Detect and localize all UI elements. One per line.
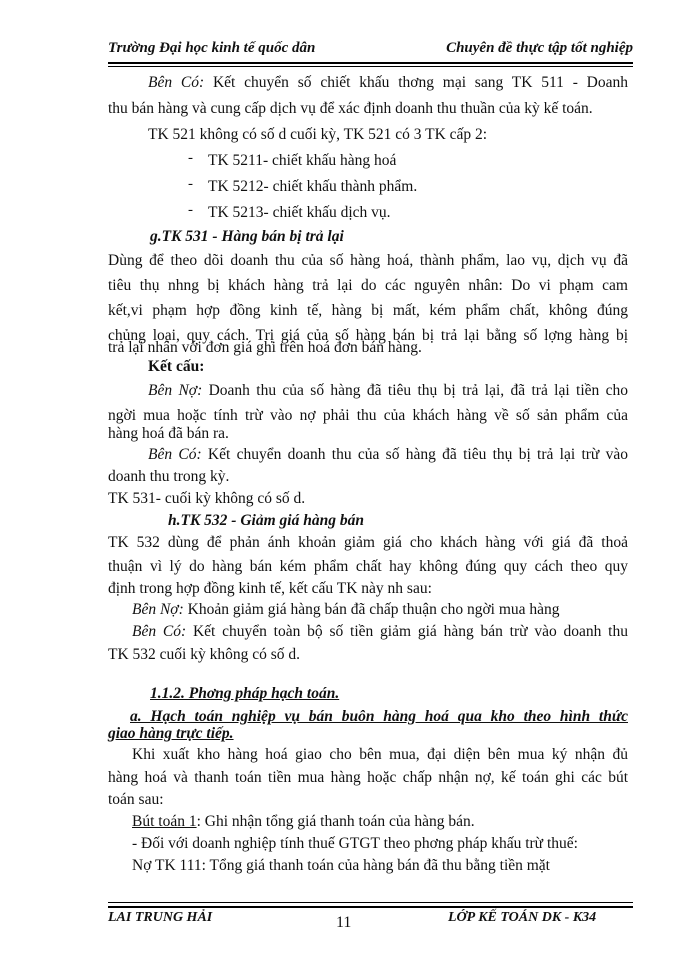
footer-rule xyxy=(108,906,633,908)
para-tk532: TK 532 dùng để phản ánh khoản giảm giá cho khách hàng với giá đã thoả xyxy=(108,534,628,551)
para-tk532-balance: TK 532 cuối kỳ không có số d. xyxy=(108,646,301,663)
heading-tk532: h.TK 532 - Giảm giá hàng bán xyxy=(168,512,364,529)
header-rule xyxy=(108,62,633,64)
para-tk531: chủng loại, quy cách. Trị giá của số hàng bán bị trả lại bằng số lợng hàng bị xyxy=(108,327,628,344)
para-ben-co-1-cont: thu bán hàng và cung cấp dịch vụ để xác định doanh thu thuần của kỳ kế toán. xyxy=(108,100,593,117)
bullet-dash-icon: - xyxy=(188,150,193,166)
para-ben-no-532: Bên Nợ: Khoản giảm giá hàng bán đã chấp thuận cho ngời mua hàng xyxy=(132,601,560,618)
bullet-dash-icon: - xyxy=(188,202,193,218)
para-ben-co-2-cont: doanh thu trong kỳ. xyxy=(108,468,230,485)
para-xuat-kho-end: toán sau: xyxy=(108,791,164,808)
para-tk531: tiêu thụ nhng bị khách hàng trả lại do các nguyên nhân: Do vi phạm cam xyxy=(108,277,628,294)
header-rule-thin xyxy=(108,66,633,67)
footer-author: LAI TRUNG HẢI xyxy=(108,910,213,925)
para-xuat-kho: Khi xuất kho hàng hoá giao cho bên mua, đại diện bên mua ký nhận đủ xyxy=(132,746,628,763)
subsection-heading-a: a. Hạch toán nghiệp vụ bán buôn hàng hoá qua kho theo hình thức xyxy=(130,708,628,725)
para-no-tk111: Nợ TK 111: Tổng giá thanh toán của hàng bán đã thu bằng tiền mặt xyxy=(132,857,550,874)
heading-ket-cau: Kết cấu: xyxy=(148,358,205,375)
para-xuat-kho: hàng hoá và thanh toán tiền mua hàng hoặc chấp nhận nợ, kế toán ghi các bút xyxy=(108,769,628,786)
para-tk521: TK 521 không có số d cuối kỳ, TK 521 có 3 TK cấp 2: xyxy=(148,126,488,143)
para-ben-co-532: Bên Có: Kết chuyển toàn bộ số tiền giảm giá hàng bán trừ vào doanh thu xyxy=(132,623,628,640)
page-number: 11 xyxy=(336,914,352,931)
bullet-dash-icon: - xyxy=(188,176,193,192)
para-tk531: kết,vi phạm hợp đồng kinh tế, hàng bị mất, kém phẩm chất, không đúng xyxy=(108,302,628,319)
para-ben-no-cont: ngời mua hoặc tính trừ vào nợ phải thu của khách hàng về số sản phẩm của xyxy=(108,407,628,424)
para-tk531: Dùng để theo dõi doanh thu của số hàng hoá, thành phẩm, lao vụ, dịch vụ đã xyxy=(108,252,628,269)
list-item: TK 5213- chiết khấu dịch vụ. xyxy=(208,204,391,221)
section-heading-112: 1.1.2. Phơng pháp hạch toán. xyxy=(150,685,340,702)
page-header xyxy=(108,40,633,60)
footer-rule-thin xyxy=(108,902,633,903)
header-title: Chuyên đề thực tập tốt nghiệp xyxy=(446,40,633,56)
para-ben-no: Bên Nợ: Doanh thu của số hàng đã tiêu thụ bị trả lại, đã trả lại tiền cho xyxy=(148,382,629,399)
para-tk531-end: trả lại nhân với đơn giá ghi trên hoá đơn bán hàng. xyxy=(108,339,422,356)
para-but-toan-1: Bút toán 1: Ghi nhận tổng giá thanh toán của hàng bán. xyxy=(132,813,475,830)
para-tk531-end-balance: TK 531- cuối kỳ không có số d. xyxy=(108,490,306,507)
para-ben-co-1: Bên Có: Kết chuyển số chiết khấu thơng mại sang TK 511 - Doanh xyxy=(148,74,628,91)
para-gtgt: - Đối với doanh nghiệp tính thuế GTGT theo phơng pháp khấu trừ thuế: xyxy=(132,835,578,852)
para-tk532-end: định trong hợp đồng kinh tế, kết cấu TK này nh sau: xyxy=(108,580,432,597)
footer-class: LỚP KẾ TOÁN DK - K34 xyxy=(448,910,597,925)
list-item: TK 5211- chiết khấu hàng hoá xyxy=(208,152,397,169)
heading-tk531: g.TK 531 - Hàng bán bị trả lại xyxy=(150,228,344,245)
para-ben-no-end: hàng hoá đã bán ra. xyxy=(108,425,229,442)
header-school: Trường Đại học kinh tế quốc dân xyxy=(108,40,316,56)
para-tk532: thuận vì lý do hàng bán kém phẩm chất hay không đúng quy cách theo quy xyxy=(108,558,628,575)
para-ben-co-2: Bên Có: Kết chuyển doanh thu của số hàng đã tiêu thụ bị trả lại trừ vào xyxy=(148,446,628,463)
subsection-heading-a-cont: giao hàng trực tiếp. xyxy=(108,725,234,742)
list-item: TK 5212- chiết khấu thành phẩm. xyxy=(208,178,418,195)
